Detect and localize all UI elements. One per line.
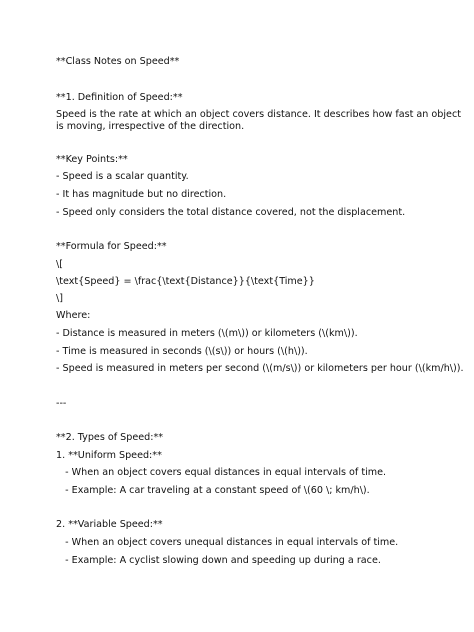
uniform-speed-detail: - When an object covers equal distances in equal intervals of time.	[56, 467, 387, 478]
unit-item: - Speed is measured in meters per second (\(m/s\)) or kilometers per hour (\(km/h\)).	[56, 363, 464, 374]
uniform-speed-detail: - Example: A car traveling at a constant speed of \(60 \; km/h\).	[56, 485, 370, 496]
key-points-heading: **Key Points:**	[56, 154, 128, 165]
unit-item: - Distance is measured in meters (\(m\)) or kilometers (\(km\)).	[56, 328, 358, 339]
variable-speed-detail: - Example: A cyclist slowing down and speeding up during a race.	[56, 555, 381, 566]
uniform-speed-title: 1. **Uniform Speed:**	[56, 450, 162, 461]
formula-heading: **Formula for Speed:**	[56, 241, 167, 252]
unit-item: - Time is measured in seconds (\(s\)) or hours (\(h\)).	[56, 346, 308, 357]
formula-expression: \text{Speed} = \frac{\text{Distance}}{\text{Time}}	[56, 276, 315, 287]
section-heading-types: **2. Types of Speed:**	[56, 432, 164, 443]
key-point-item: - Speed is a scalar quantity.	[56, 171, 189, 182]
section-divider: ---	[56, 398, 67, 409]
key-point-item: - It has magnitude but no direction.	[56, 189, 227, 200]
formula-close-delimiter: \]	[56, 293, 63, 304]
variable-speed-title: 2. **Variable Speed:**	[56, 519, 163, 530]
section-heading-definition: **1. Definition of Speed:**	[56, 92, 183, 103]
definition-text-line-1: Speed is the rate at which an object covers distance. It describes how fast an object	[56, 109, 461, 120]
formula-open-delimiter: \[	[56, 259, 63, 270]
definition-text-line-2: is moving, irrespective of the direction.	[56, 121, 245, 132]
formula-where-label: Where:	[56, 310, 91, 321]
variable-speed-detail: - When an object covers unequal distances in equal intervals of time.	[56, 537, 399, 548]
document-title: **Class Notes on Speed**	[56, 56, 180, 67]
key-point-item: - Speed only considers the total distance covered, not the displacement.	[56, 207, 406, 218]
